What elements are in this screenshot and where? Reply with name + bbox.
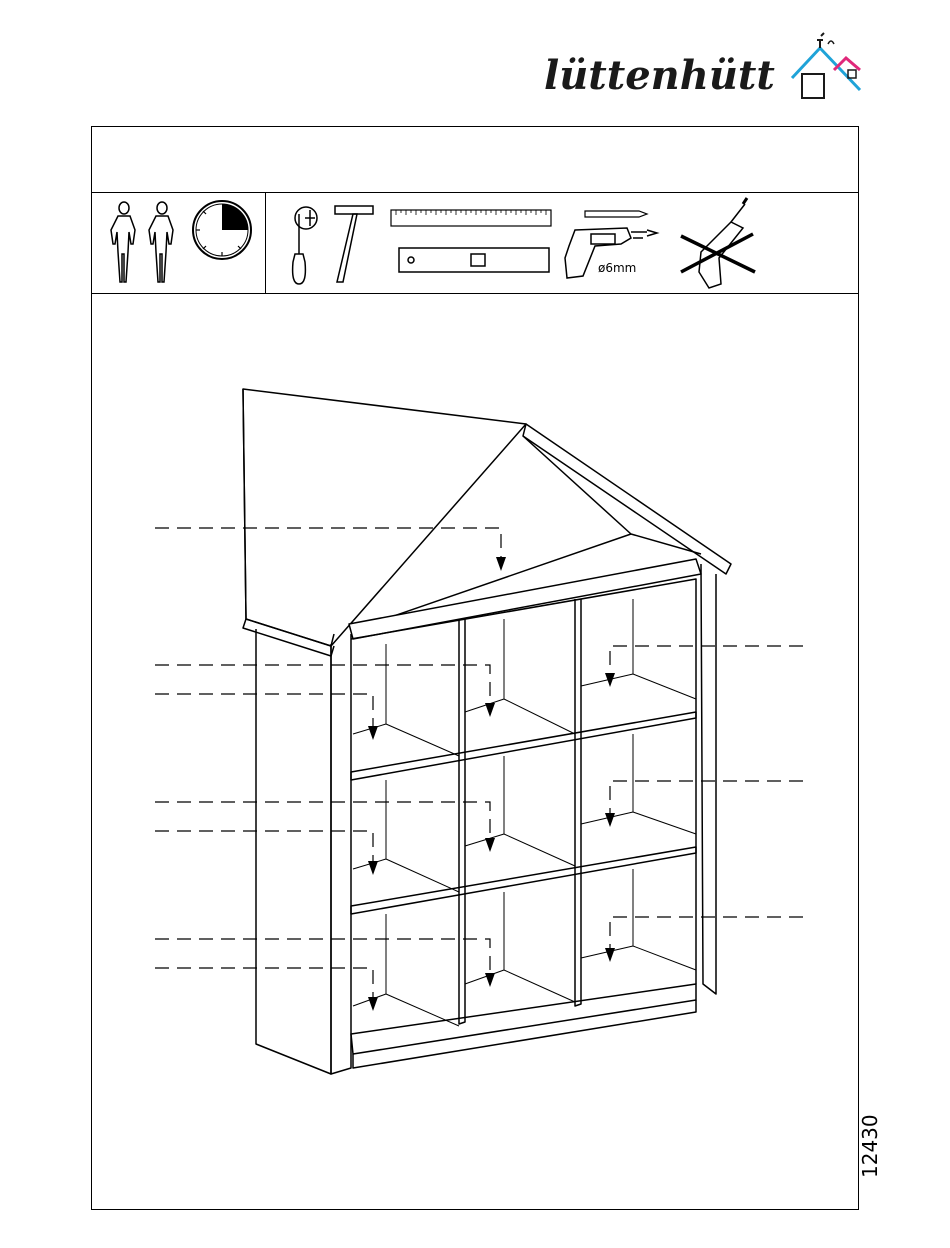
arrow-down-icon [368, 861, 378, 875]
hammer-icon [335, 206, 373, 282]
leader-line [155, 802, 490, 839]
arrow-down-icon [485, 703, 495, 717]
bottom-board [351, 984, 696, 1054]
screwdriver-icon [293, 207, 317, 284]
arrow-down-icon [485, 973, 495, 987]
leader-line [155, 665, 490, 704]
arrow-down-icon [605, 948, 615, 962]
pencil-icon [585, 211, 647, 217]
tools-strip [91, 192, 859, 293]
brand-name: lüttenhütt [544, 52, 775, 99]
clock-icon [193, 201, 251, 259]
leader-line [155, 939, 490, 974]
leader-line [610, 646, 803, 674]
arrow-down-icon [368, 726, 378, 740]
divider-left [459, 619, 465, 1024]
leader-line [610, 781, 803, 814]
person-icon [111, 202, 135, 282]
no-power-screwdriver-icon [681, 198, 755, 288]
ruler-icon [391, 210, 551, 226]
leader-line [155, 831, 373, 862]
person-icon [149, 202, 173, 282]
roof-right-panel [523, 424, 731, 574]
side-panel-right [701, 564, 716, 994]
divider-right [575, 599, 581, 1006]
leader-line [155, 968, 373, 998]
brand-logo [540, 30, 870, 110]
house-logo-icon [790, 30, 870, 110]
arrow-down-icon [496, 557, 506, 571]
leader-line [155, 694, 373, 727]
leader-line [610, 917, 803, 949]
shelf-lower [351, 847, 696, 914]
document-number: 12430 [858, 1114, 882, 1178]
side-panel-left [256, 629, 331, 1074]
shelf-upper [351, 712, 696, 780]
drill-bit-size-label: ø6mm [598, 261, 637, 275]
arrow-down-icon [485, 838, 495, 852]
shelf-illustration [91, 294, 859, 1209]
arrow-down-icon [368, 997, 378, 1011]
arrow-down-icon [605, 813, 615, 827]
spirit-level-icon [399, 248, 549, 272]
